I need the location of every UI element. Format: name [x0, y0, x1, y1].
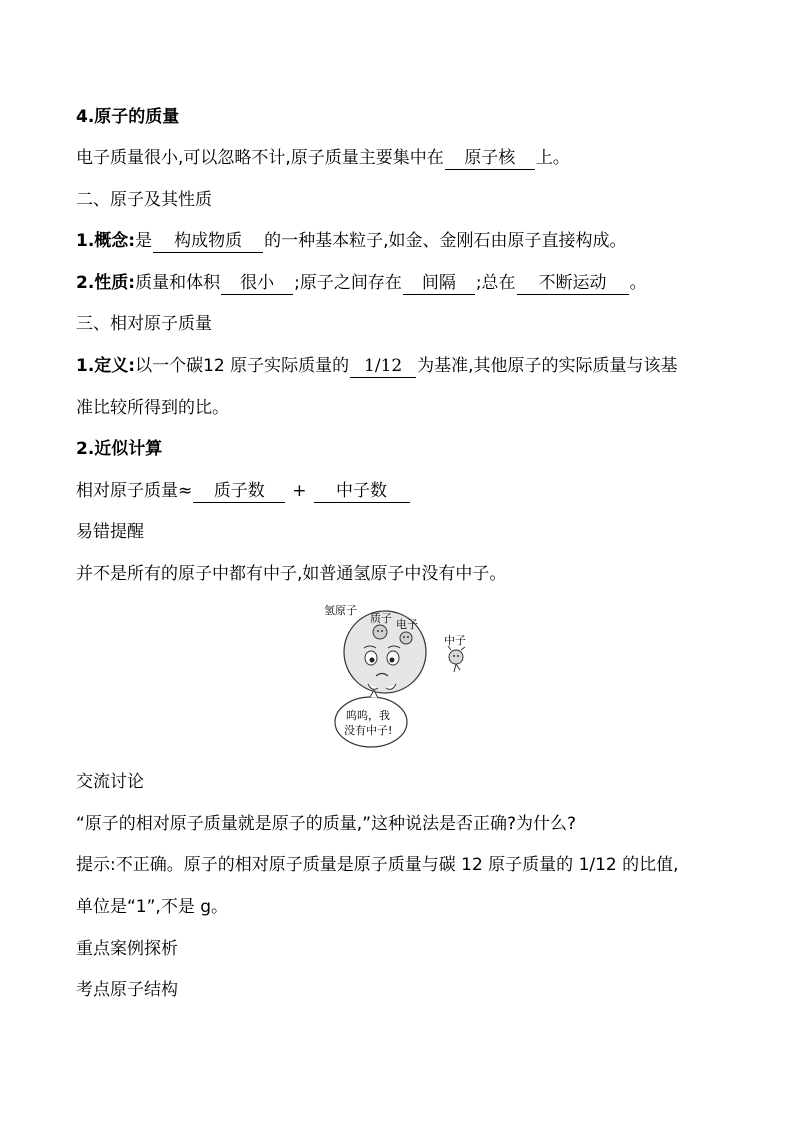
text-segment: ;总在: [475, 273, 516, 293]
text-segment: 质量和体积: [135, 273, 221, 293]
hydrogen-atom-illustration: [320, 600, 480, 750]
section-heading-relative-mass: 三、相对原子质量: [76, 314, 212, 334]
text-segment: 的一种基本粒子,如金、金刚石由原子直接构成。: [264, 231, 627, 251]
answer-blank-small: 很小: [221, 272, 293, 295]
label-topic-atomic-structure: 考点原子结构: [76, 980, 178, 1000]
text-segment: ;原子之间存在: [294, 273, 402, 293]
text-concept: [76, 228, 627, 254]
answer-blank-motion: 不断运动: [517, 272, 629, 295]
text-segment: 。: [629, 273, 647, 293]
cartoon-svg: [320, 600, 480, 750]
text-formula: [76, 478, 411, 504]
proton-ball: [373, 625, 387, 639]
text-question: “原子的相对原子质量就是原子的质量,”这种说法是否正确?为什么?: [76, 814, 577, 834]
speech-bubble: [335, 697, 407, 747]
answer-blank-neutrons: 中子数: [314, 480, 410, 503]
label-electron: 电子: [396, 618, 418, 631]
section-heading-atom-properties: 二、原子及其性质: [76, 190, 212, 210]
label-concept: 1.概念:: [76, 231, 136, 251]
bubble-text-line2: 没有中子!: [344, 724, 393, 737]
text-segment: 以一个碳12 原子实际质量的: [135, 356, 350, 376]
electron-ball: [400, 632, 412, 644]
label-definition: 1.定义:: [76, 356, 136, 376]
label-properties: 2.性质:: [76, 273, 136, 293]
label-common-mistake: 易错提醒: [76, 522, 144, 542]
text-hint-continued: 单位是“1”,不是 g。: [76, 897, 229, 917]
text-segment: 相对原子质量≈: [76, 481, 193, 501]
heading-approx-calc: 2.近似计算: [76, 439, 163, 459]
label-proton: 质子: [370, 612, 392, 625]
label-discussion: 交流讨论: [76, 772, 144, 792]
text-segment: 为基准,其他原子的实际质量与该基: [417, 356, 678, 376]
label-hydrogen-atom: 氢原子: [324, 604, 357, 617]
text-properties: [76, 270, 647, 296]
plus-sign: +: [292, 481, 307, 501]
text-definition: [76, 353, 678, 379]
answer-blank-gap: 间隔: [403, 272, 475, 295]
text-segment: 电子质量很小,可以忽略不计,原子质量主要集中在: [76, 148, 444, 168]
answer-blank-matter: 构成物质: [153, 230, 263, 253]
answer-blank-fraction: 1/12: [350, 355, 416, 378]
label-case-analysis: 重点案例探析: [76, 939, 178, 959]
text-segment: 上。: [535, 148, 570, 168]
text-mass-sentence: [76, 145, 570, 171]
neutron-character: [449, 650, 463, 664]
text-definition-continued: 准比较所得到的比。: [76, 398, 229, 418]
answer-blank-nucleus: 原子核: [445, 147, 535, 170]
heading-atom-mass: 4.原子的质量: [76, 107, 180, 127]
bubble-text-line1: 呜呜，我: [346, 709, 390, 722]
text-mistake-note: 并不是所有的原子中都有中子,如普通氢原子中没有中子。: [76, 564, 507, 584]
text-hint: 提示:不正确。原子的相对原子质量是原子质量与碳 12 原子质量的 1/12 的比值,: [76, 855, 679, 875]
answer-blank-protons: 质子数: [193, 480, 285, 503]
label-neutron: 中子: [444, 634, 466, 647]
text-segment: 是: [135, 231, 153, 251]
